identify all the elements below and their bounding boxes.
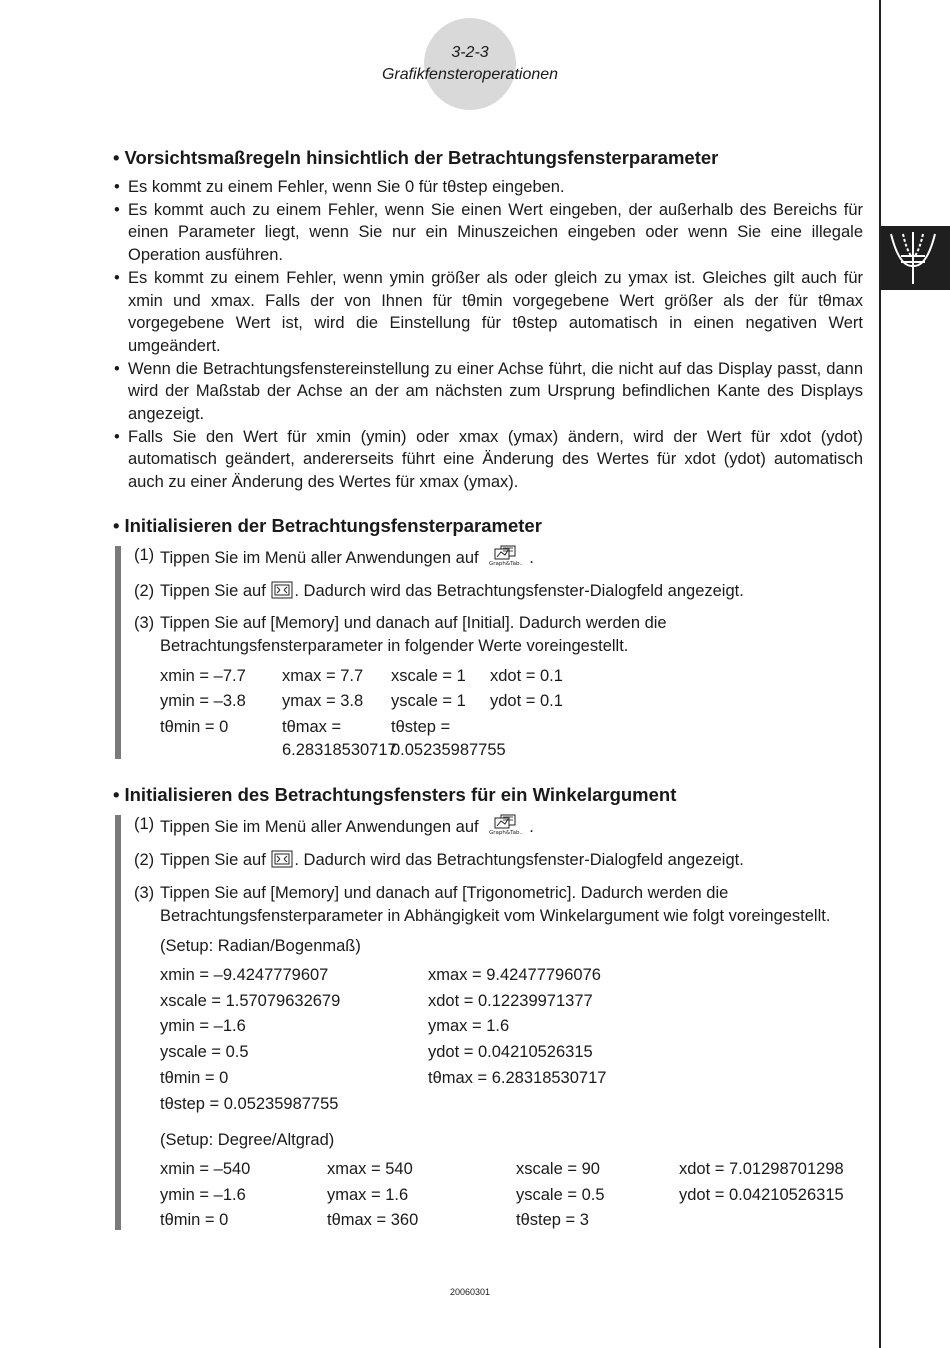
step-number: (3) [134, 614, 155, 633]
page-content [113, 146, 863, 1254]
step-bar [115, 815, 121, 1230]
param-value: xmin = –9.4247779607 [160, 965, 329, 984]
step-1 [134, 544, 863, 573]
param-value: tθmax = 6.28318530717 [428, 1068, 607, 1087]
app-icon-caption: Graph&Tab.. [489, 830, 524, 836]
section-title: Initialisieren der Betrachtungsfensterparameter [124, 514, 542, 536]
param-value: tθstep = 0.05235987755 [160, 1094, 339, 1113]
initialize-steps [113, 544, 863, 762]
heading-bullet: • [113, 784, 120, 806]
param-value: xscale = 1 [391, 666, 466, 685]
section-heading-angle [113, 783, 863, 807]
param-value: ymin = –1.6 [160, 1185, 246, 1204]
step-2 [134, 849, 863, 875]
step-number: (1) [134, 815, 155, 834]
param-value: yscale = 0.5 [516, 1185, 605, 1204]
section-heading-initialize [113, 514, 863, 538]
param-value: tθmin = 0 [160, 718, 229, 737]
view-window-icon[interactable] [271, 850, 293, 875]
page-header [0, 0, 950, 120]
step-end: . [529, 548, 534, 567]
list-item: • Falls Sie den Wert für xmin (ymin) oder xmax (ymax) ändern, wird der Wert für xdot (ydot) automatisch geändert, andererseits führt eine Änderung des Wertes für xdot (ydot) automatisch auch zu einer Änderung des Wertes für xmax (ymax). [113, 426, 863, 494]
list-item: • Es kommt zu einem Fehler, wenn ymin größer als oder gleich zu ymax ist. Gleiches gilt auch für xmin und xmax. Falls der von Ihnen für tθmin vorgegebene Wert größer als der für tθmax vorgegebene Wert ist, wird die Einstellung für tθstep automatisch in einen negativen Wert umgeändert. [113, 267, 863, 358]
step-text: Tippen Sie im Menü aller Anwendungen auf [160, 818, 479, 837]
degree-params [160, 1158, 863, 1232]
chapter-title: Grafikfensteroperationen [381, 66, 559, 83]
param-value: xmax = 7.7 [282, 666, 364, 685]
step-text: . Dadurch wird das Betrachtungsfenster-Dialogfeld angezeigt. [294, 581, 744, 600]
step-3 [134, 882, 863, 927]
step-text: Tippen Sie im Menü aller Anwendungen auf [160, 548, 479, 567]
graph-and-table-app-icon[interactable] [485, 813, 527, 842]
graph-function-icon [881, 226, 950, 290]
section-title: Initialisieren des Betrachtungsfensters für ein Winkelargument [124, 784, 677, 806]
margin-rule [879, 0, 881, 1348]
param-value: tθmax = 360 [327, 1211, 419, 1230]
step-text: . Dadurch wird das Betrachtungsfenster-Dialogfeld angezeigt. [294, 851, 744, 870]
step-2 [134, 580, 863, 606]
step-number: (3) [134, 883, 155, 902]
param-value: tθmin = 0 [160, 1211, 229, 1230]
param-value: yscale = 1 [391, 692, 466, 711]
step-end: . [529, 818, 534, 837]
param-value: ymax = 1.6 [327, 1185, 409, 1204]
param-value: xmax = 9.42477796076 [428, 965, 601, 984]
heading-bullet: • [113, 147, 120, 168]
step-number: (2) [134, 851, 155, 870]
setup-radian-label: (Setup: Radian/Bogenmaß) [160, 937, 361, 956]
param-value: tθstep = 3 [516, 1211, 589, 1230]
setup-degree-label: (Setup: Degree/Altgrad) [160, 1131, 335, 1150]
angle-steps [113, 813, 863, 1232]
chapter-tab [881, 226, 950, 290]
step-text: Tippen Sie auf [160, 851, 266, 870]
param-value: tθstep = 0.05235987755 [391, 718, 506, 759]
heading-bullet: • [113, 514, 120, 536]
app-icon-caption: Graph&Tab.. [489, 560, 524, 566]
param-value: yscale = 0.5 [160, 1043, 249, 1062]
step-1 [134, 813, 863, 842]
section-title: Vorsichtsmaßregeln hinsichtlich der Betrachtungsfensterparameter [124, 147, 719, 168]
step-text: Tippen Sie auf [Memory] und danach auf [Trigonometric]. Dadurch werden die Betrachtungsfensterparameter in Abhängigkeit vom Winkelargument wie folgt voreingestellt. [160, 883, 831, 925]
view-window-icon[interactable] [271, 581, 293, 606]
param-value: ymin = –3.8 [160, 692, 246, 711]
param-value: ymax = 1.6 [428, 1017, 510, 1036]
header-circle-decoration [424, 18, 516, 110]
list-item: • Es kommt zu einem Fehler, wenn Sie 0 für tθstep eingeben. [113, 176, 863, 199]
step-3 [134, 612, 863, 657]
param-value: xmax = 540 [327, 1159, 413, 1178]
param-value: ymax = 3.8 [282, 692, 364, 711]
radian-params [160, 964, 863, 1115]
step-number: (2) [134, 581, 155, 600]
step-text: Tippen Sie auf [160, 581, 266, 600]
param-value: xmin = –7.7 [160, 666, 246, 685]
section-heading-precautions [113, 146, 863, 170]
param-value: xmin = –540 [160, 1159, 251, 1178]
param-value: xdot = 0.1 [490, 666, 563, 685]
initial-params [160, 665, 863, 762]
param-value: xdot = 0.12239971377 [428, 991, 593, 1010]
param-value: xdot = 7.01298701298 [679, 1159, 844, 1178]
param-value: ydot = 0.04210526315 [679, 1185, 844, 1204]
param-value: ydot = 0.04210526315 [428, 1043, 593, 1062]
step-bar [115, 546, 121, 760]
list-item: • Es kommt auch zu einem Fehler, wenn Sie einen Wert eingeben, der außerhalb des Bereichs für einen Parameter liegt, wenn Sie nur ein Minuszeichen eingeben oder wenn Sie eine illegale Operation ausführen. [113, 199, 863, 267]
list-item: • Wenn die Betrachtungsfenstereinstellung zu einer Achse führt, die nicht auf das Display passt, dann wird der Maßstab der Achse an der am nächsten zum Ursprung befindlichen Kante des Displays angezeigt. [113, 358, 863, 426]
param-value: xscale = 90 [516, 1159, 600, 1178]
param-value: tθmax = 6.28318530717 [282, 718, 397, 759]
param-value: ydot = 0.1 [490, 692, 563, 711]
page-number: 3-2-3 [451, 44, 489, 61]
precaution-list [113, 176, 863, 494]
param-value: ymin = –1.6 [160, 1017, 246, 1036]
step-text: Tippen Sie auf [Memory] und danach auf [Initial]. Dadurch werden die Betrachtungsfensterparameter in folgender Werte voreingestellt. [160, 614, 667, 655]
step-number: (1) [134, 545, 155, 564]
graph-and-table-app-icon[interactable] [485, 544, 527, 573]
param-value: xscale = 1.57079632679 [160, 991, 341, 1010]
footer-code: 20060301 [449, 1287, 491, 1297]
param-value: tθmin = 0 [160, 1068, 229, 1087]
